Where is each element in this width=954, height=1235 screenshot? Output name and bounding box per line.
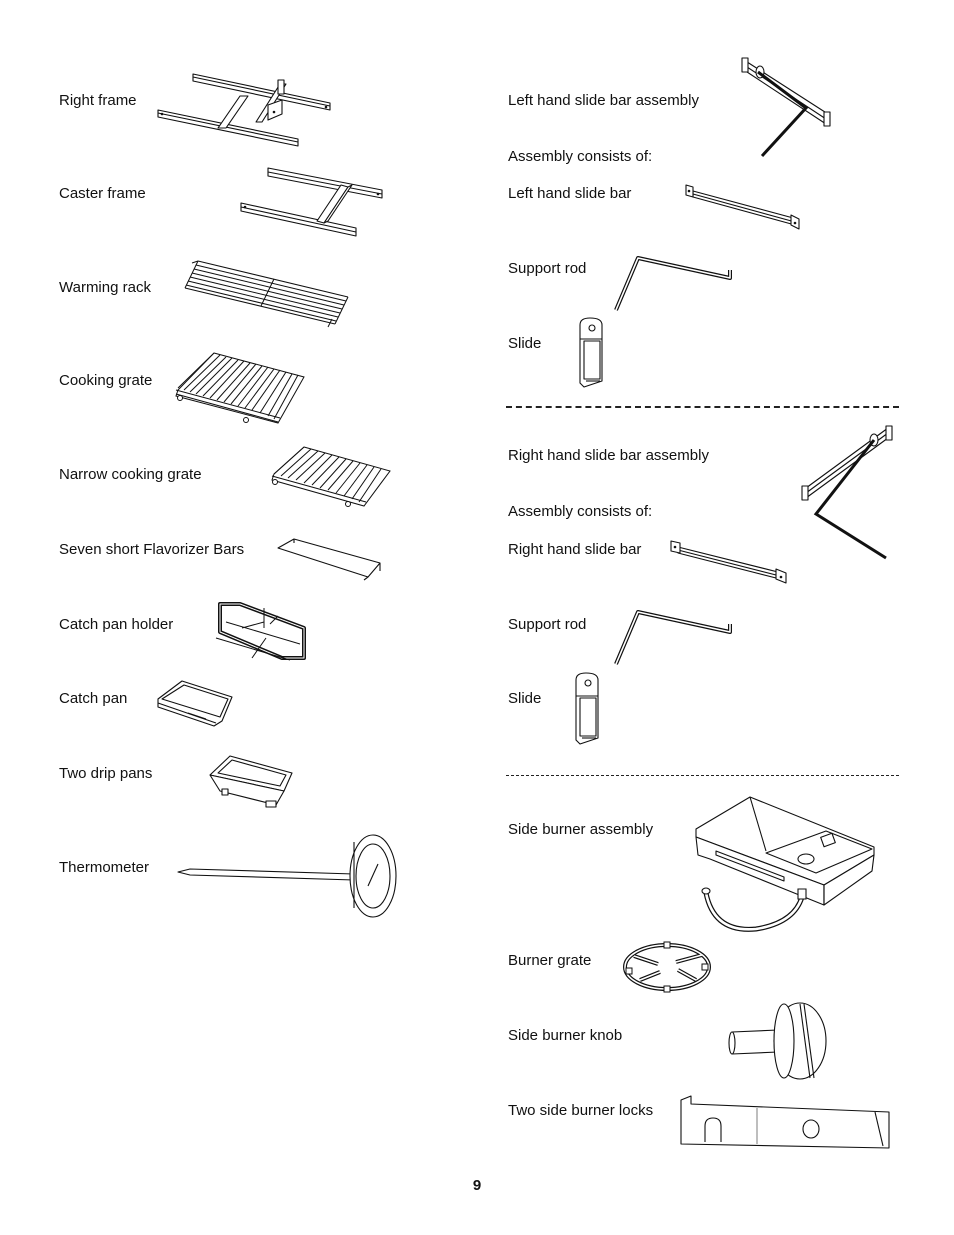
section-title-right-slide-bar-assembly: Right hand slide bar assembly	[508, 447, 709, 464]
part-label-slide: Slide	[508, 335, 542, 352]
catch-pan-illustration	[154, 677, 236, 729]
part-label-side-burner-knob: Side burner knob	[508, 1027, 623, 1044]
side-burner-lock-illustration	[677, 1092, 893, 1150]
right-slide-bar-assembly-illustration	[800, 422, 896, 562]
part-label-flavorizer-bars: Seven short Flavorizer Bars	[59, 541, 245, 558]
cooking-grate-illustration	[172, 350, 307, 428]
part-label-caster-frame: Caster frame	[59, 185, 146, 202]
flavorizer-bar-illustration	[274, 535, 386, 583]
section-divider	[506, 406, 899, 408]
side-burner-knob-illustration	[726, 1000, 830, 1082]
part-label-left-slide-bar: Left hand slide bar	[508, 185, 632, 202]
assembly-consists-label: Assembly consists of:	[508, 503, 653, 520]
caster-frame-illustration	[238, 165, 386, 243]
part-label-catch-pan-holder: Catch pan holder	[59, 616, 174, 633]
part-label-drip-pans: Two drip pans	[59, 765, 153, 782]
part-label-side-burner-locks: Two side burner locks	[508, 1102, 654, 1119]
drip-pan-illustration	[206, 753, 296, 811]
support-rod-illustration	[612, 252, 738, 314]
part-label-right-frame: Right frame	[59, 92, 137, 109]
slide-illustration	[570, 670, 604, 748]
warming-rack-illustration	[182, 257, 352, 329]
part-label-slide: Slide	[508, 690, 542, 707]
assembly-consists-label: Assembly consists of:	[508, 148, 653, 165]
section-divider	[506, 775, 899, 776]
part-label-thermometer: Thermometer	[59, 859, 150, 876]
right-slide-bar-illustration	[668, 539, 792, 587]
burner-grate-illustration	[620, 940, 714, 996]
section-title-left-slide-bar-assembly: Left hand slide bar assembly	[508, 92, 699, 109]
side-burner-assembly-illustration	[686, 793, 880, 937]
part-label-catch-pan: Catch pan	[59, 690, 128, 707]
left-slide-bar-assembly-illustration	[740, 56, 834, 158]
part-label-right-slide-bar: Right hand slide bar	[508, 541, 642, 558]
catch-pan-holder-illustration	[212, 598, 308, 664]
thermometer-illustration	[176, 834, 398, 920]
page-number: 9	[472, 1177, 482, 1194]
narrow-cooking-grate-illustration	[268, 444, 394, 514]
left-slide-bar-illustration	[683, 183, 805, 231]
support-rod-illustration	[612, 606, 738, 668]
part-label-cooking-grate: Cooking grate	[59, 372, 153, 389]
part-label-burner-grate: Burner grate	[508, 952, 592, 969]
part-label-support-rod: Support rod	[508, 260, 587, 277]
part-label-side-burner-assembly: Side burner assembly	[508, 821, 654, 838]
part-label-warming-rack: Warming rack	[59, 279, 151, 296]
part-label-support-rod: Support rod	[508, 616, 587, 633]
slide-illustration	[574, 315, 608, 391]
part-label-narrow-cooking-grate: Narrow cooking grate	[59, 466, 202, 483]
right-frame-illustration	[156, 70, 334, 150]
